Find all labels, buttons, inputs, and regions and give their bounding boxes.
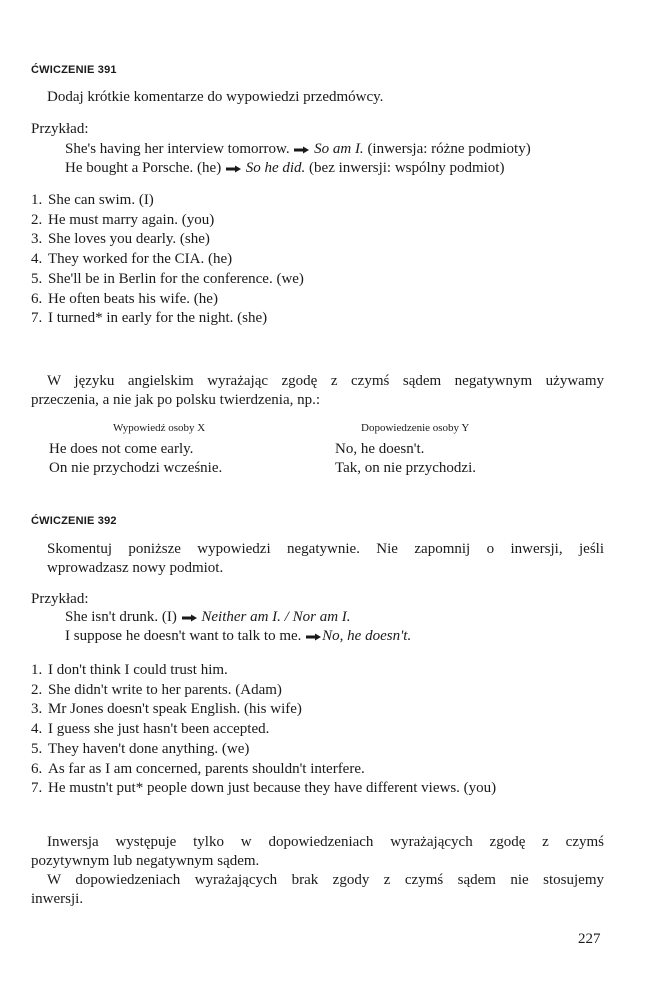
- exercise-392-list: [31, 661, 496, 799]
- exercise-391-example-1: [65, 141, 531, 158]
- pointing-hand-icon: [306, 633, 321, 641]
- note-inversion: [31, 833, 604, 909]
- page-number: 227: [578, 931, 601, 947]
- paragraph-line: Inwersja występuje tylko w dopowiedzeniach wyrażających zgodę z czymś: [47, 834, 604, 850]
- example-answer: Neither am I. / Nor am I.: [201, 609, 351, 625]
- example-sentence: She isn't drunk. (I): [65, 609, 177, 625]
- exercise-391-example-2: [65, 160, 504, 177]
- list-item: 3. Mr Jones doesn't speak English. (his wife): [31, 701, 302, 718]
- example-note: (bez inwersji: wspólny podmiot): [309, 160, 505, 176]
- list-item: 1. I don't think I could trust him.: [31, 662, 228, 678]
- list-item: 2. He must marry again. (you): [31, 211, 215, 228]
- exercise-392-example-2: [65, 628, 411, 645]
- list-item: 5. She'll be in Berlin for the conference. (we): [31, 270, 304, 287]
- paragraph-line: przeczenia, a nie jak po polsku twierdzenia, np.:: [31, 392, 321, 408]
- paragraph-line: Skomentuj poniższe wypowiedzi negatywnie. Nie zapomnij o inwersji, jeśli: [47, 541, 604, 557]
- paragraph-line: inwersji.: [31, 891, 84, 907]
- list-item: 7. He mustn't put* people down just because they have different views. (you): [31, 780, 497, 797]
- example-note: (inwersja: różne podmioty): [367, 141, 531, 157]
- list-item: 5. They haven't done anything. (we): [31, 740, 250, 757]
- example-answer: No, he doesn't.: [322, 628, 412, 644]
- exercise-392-example-1: [65, 609, 351, 626]
- list-item: 6. He often beats his wife. (he): [31, 290, 218, 307]
- list-item: 4. I guess she just hasn't been accepted.: [31, 721, 270, 738]
- example-answer: So am I.: [314, 141, 364, 157]
- list-item: 7. I turned* in early for the night. (she): [31, 310, 268, 327]
- paragraph-line: W dopowiedzeniach wyrażających brak zgody z czymś sądem nie stosujemy: [47, 872, 604, 888]
- pointing-hand-icon: [182, 614, 197, 622]
- column-y-label: Dopowiedzenie osoby Y: [361, 422, 470, 434]
- example-answer: So he did.: [245, 160, 306, 176]
- paragraph-line: W języku angielskim wyrażając zgodę z czymś sądem negatywnym używamy: [47, 373, 604, 389]
- example-y-line-2: Tak, on nie przychodzi.: [335, 460, 476, 476]
- example-sentence: I suppose he doesn't want to talk to me.: [65, 628, 302, 644]
- note-negative-agreement: [31, 372, 604, 410]
- exercise-392-heading: ĆWICZENIE 392: [31, 515, 117, 527]
- example-y-line-1: No, he doesn't.: [335, 441, 425, 457]
- example-sentence: She's having her interview tomorrow.: [65, 141, 290, 157]
- exercise-391-heading: ĆWICZENIE 391: [31, 64, 117, 76]
- example-x-line-2: On nie przychodzi wcześnie.: [49, 460, 223, 476]
- list-item: 1. She can swim. (I): [31, 192, 154, 208]
- example-x-line-1: He does not come early.: [49, 441, 194, 457]
- column-x-label: Wypowiedź osoby X: [113, 422, 206, 434]
- exercise-391-example-label: Przykład:: [31, 121, 89, 137]
- pointing-hand-icon: [226, 165, 241, 173]
- example-sentence: He bought a Porsche. (he): [65, 160, 222, 176]
- list-item: 4. They worked for the CIA. (he): [31, 251, 233, 268]
- exercise-392-instruction: [47, 540, 604, 578]
- exercise-391-instruction: Dodaj krótkie komentarze do wypowiedzi przedmówcy.: [47, 89, 384, 105]
- pointing-hand-icon: [294, 146, 309, 154]
- list-item: 6. As far as I am concerned, parents shouldn't interfere.: [31, 760, 365, 777]
- exercise-391-list: [31, 191, 304, 329]
- paragraph-line: pozytywnym lub negatywnym sądem.: [31, 853, 260, 869]
- exercise-392-example-label: Przykład:: [31, 591, 89, 607]
- list-item: 2. She didn't write to her parents. (Adam): [31, 681, 282, 698]
- list-item: 3. She loves you dearly. (she): [31, 231, 210, 248]
- paragraph-line: wprowadzasz nowy podmiot.: [47, 560, 224, 576]
